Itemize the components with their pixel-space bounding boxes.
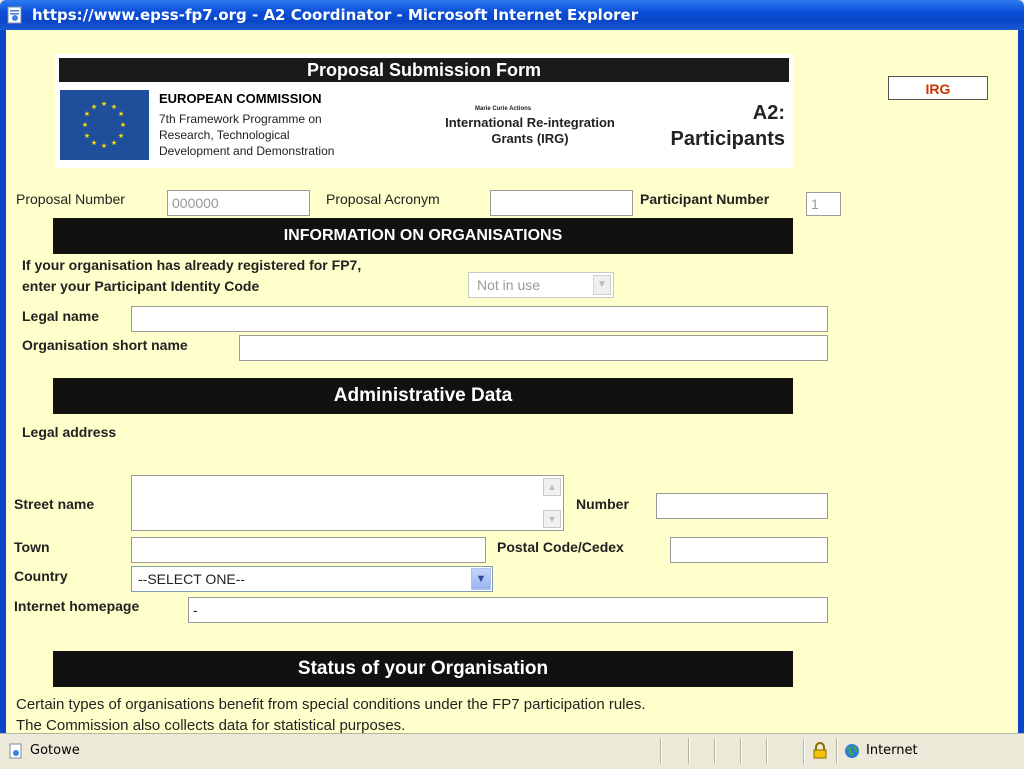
admin-section-heading: Administrative Data <box>53 378 793 414</box>
street-number-field[interactable] <box>656 493 828 519</box>
chevron-down-icon[interactable]: ▼ <box>471 568 491 590</box>
proposal-acronym-label: Proposal Acronym <box>326 191 440 207</box>
legal-name-label: Legal name <box>22 308 100 324</box>
street-name-label: Street name <box>14 496 95 512</box>
country-select[interactable] <box>131 566 493 592</box>
statusbar-divider <box>740 738 741 764</box>
ec-title: EUROPEAN COMMISSION <box>159 91 322 106</box>
participant-number-label: Participant Number <box>640 191 770 207</box>
svg-text:★: ★ <box>117 110 125 118</box>
svg-text:★: ★ <box>100 100 108 108</box>
svg-text:★: ★ <box>90 139 98 147</box>
participant-number-field[interactable]: 1 <box>806 192 841 216</box>
town-label: Town <box>14 539 50 555</box>
page-content <box>6 30 1018 733</box>
info-section-heading: INFORMATION ON ORGANISATIONS <box>53 218 793 254</box>
country-label: Country <box>14 568 68 584</box>
window-title: https://www.epss-fp7.org - A2 Coordinator - Microsoft Internet Explorer <box>32 6 639 24</box>
legal-address-label: Legal address <box>22 424 117 440</box>
town-field[interactable] <box>131 537 486 563</box>
scroll-down-icon[interactable]: ▼ <box>543 510 561 528</box>
browser-statusbar <box>0 733 1024 769</box>
ie-page-icon <box>6 6 24 24</box>
pic-label-line2: enter your Participant Identity Code <box>22 278 260 294</box>
statusbar-divider <box>714 738 715 764</box>
short-name-field[interactable] <box>239 335 828 361</box>
ec-line: Research, Technological <box>159 128 290 142</box>
window-frame-right <box>1018 30 1024 768</box>
svg-text:★: ★ <box>83 110 91 118</box>
svg-text:★: ★ <box>81 121 89 129</box>
svg-text:★: ★ <box>110 139 118 147</box>
homepage-field[interactable]: - <box>188 597 828 623</box>
grant-type-text <box>420 115 640 147</box>
grant-line: International Re-integration <box>445 115 615 130</box>
chevron-down-icon: ▼ <box>593 275 611 295</box>
marie-curie-label: Marie Curie Actions <box>475 106 532 112</box>
street-name-textarea[interactable] <box>131 475 564 531</box>
postal-code-label: Postal Code/Cedex <box>497 539 624 555</box>
status-paragraph-line1: Certain types of organisations benefit from special conditions under the FP7 participation rules. <box>16 696 646 713</box>
security-zone-text: Internet <box>866 743 918 758</box>
status-text: Gotowe <box>30 743 80 758</box>
svg-text:★: ★ <box>119 121 127 129</box>
grant-line: Grants (IRG) <box>491 131 569 146</box>
form-title: Proposal Submission Form <box>59 58 789 82</box>
internet-zone-globe-icon <box>844 743 860 759</box>
proposal-acronym-field[interactable] <box>490 190 633 216</box>
homepage-label: Internet homepage <box>14 598 140 614</box>
svg-text:★: ★ <box>117 132 125 140</box>
postal-code-field[interactable] <box>670 537 828 563</box>
legal-name-field[interactable] <box>131 306 828 332</box>
form-section-name: Participants <box>670 128 785 150</box>
statusbar-divider <box>688 738 689 764</box>
statusbar-divider <box>803 738 804 764</box>
statusbar-divider <box>836 738 837 764</box>
svg-text:★: ★ <box>100 142 108 150</box>
country-select-value: --SELECT ONE-- <box>138 571 246 587</box>
ie-page-icon <box>8 743 24 759</box>
status-paragraph-line2: The Commission also collects data for statistical purposes. <box>16 717 406 733</box>
street-number-label: Number <box>576 496 629 512</box>
form-section-code: A2: <box>752 102 785 124</box>
pic-label-line1: If your organisation has already registered for FP7, <box>22 257 362 273</box>
svg-text:★: ★ <box>110 103 118 111</box>
ec-programme-text <box>159 111 334 159</box>
eu-flag-logo <box>60 90 149 160</box>
ec-line: Development and Demonstration <box>159 144 335 158</box>
statusbar-divider <box>766 738 767 764</box>
window-titlebar <box>0 0 1024 30</box>
pic-select-value: Not in use <box>477 277 541 293</box>
call-type-badge: IRG <box>888 76 988 100</box>
participant-identity-code-select[interactable] <box>468 272 614 298</box>
status-section-heading: Status of your Organisation <box>53 651 793 687</box>
proposal-number-label: Proposal Number <box>16 191 125 207</box>
form-section-title <box>655 100 785 152</box>
ec-line: 7th Framework Programme on <box>159 112 322 126</box>
statusbar-divider <box>660 738 661 764</box>
short-name-label: Organisation short name <box>22 337 188 353</box>
textarea-scrollbar[interactable] <box>543 478 561 528</box>
scroll-up-icon[interactable]: ▲ <box>543 478 561 496</box>
svg-text:★: ★ <box>83 132 91 140</box>
form-header <box>55 54 793 168</box>
svg-text:★: ★ <box>90 103 98 111</box>
proposal-number-field[interactable]: 000000 <box>167 190 310 216</box>
lock-icon[interactable] <box>812 742 828 759</box>
